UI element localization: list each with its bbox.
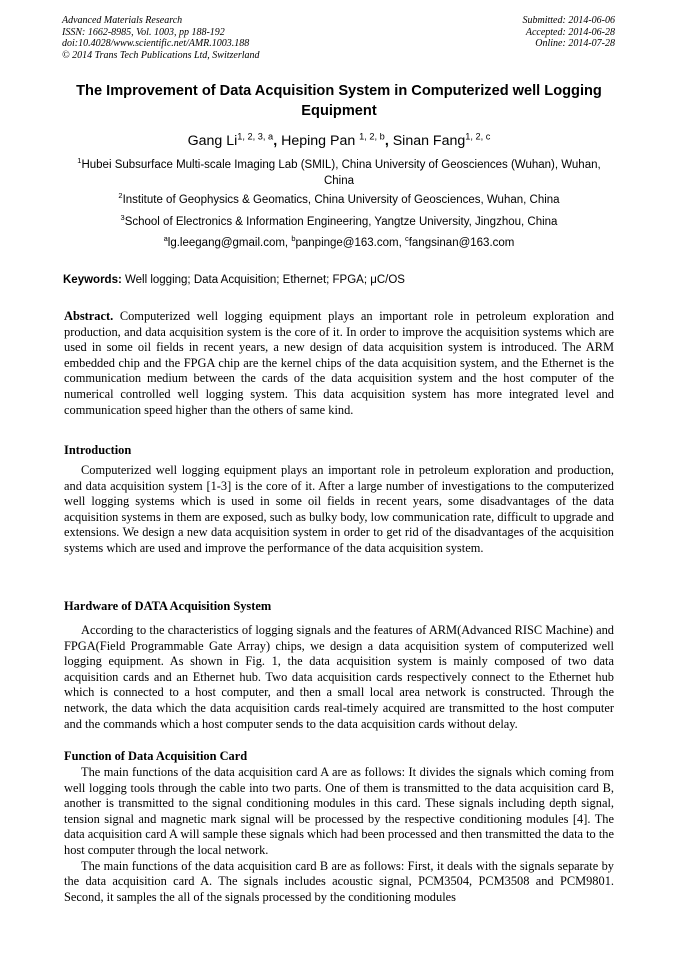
author-affiliation-marker: 1, 2, b <box>359 131 385 142</box>
journal-issn: ISSN: 1662-8985, Vol. 1003, pp 188-192 <box>62 26 225 38</box>
affiliation-text: Hubei Subsurface Multi-scale Imaging Lab (SMIL), China University of Geosciences (Wuhan), Wuhan, China <box>81 159 601 187</box>
keywords <box>63 273 618 288</box>
introduction-body <box>64 463 614 557</box>
abstract <box>64 309 614 418</box>
paragraph: Computerized well logging equipment plays an important role in petroleum exploration and production, and data acquisition system [1-3] is the core of it. After a large number of investigations to the computerized well logging systems which is used in some oil fields in recent years, some disadvantages of the data acquisition systems in them are exposed, such as bulky body, low communication rate, difficult to upgrade and extensions. We design a new data acquisition system in order to get rid of the disadvantages of the acquisition systems which are used and improve the performance of the data acquisition system. <box>64 463 614 555</box>
date-accepted: Accepted: 2014-06-28 <box>525 26 615 38</box>
function-body <box>64 765 614 905</box>
paragraph: The main functions of the data acquisition card B are as follows: First, it deals with the signals separate by the data acquisition card A. The signals includes acoustic signal, PCM3504, PCM3508 and PCM9801. Second, it samples the all of the signals processed by the conditioning modules <box>64 858 614 904</box>
author-affiliation-marker: 1, 2, 3, a <box>237 131 274 142</box>
paragraph: The main functions of the data acquisition card A are as follows: It divides the signals which coming from well logging tools through the cable into two parts. One of them is transmitted to the data acquisition card B, another is transmitted to the signal conditioning modules in this card. These signals including depth signal, tension signal and magnetic mark signal will be processed by the respective conditioning modules [4]. The data acquisition card A will sample these signals which had been processed and then transmitted the data to the host computer through the local network. <box>64 765 614 857</box>
affiliation-text: Institute of Geophysics & Geomatics, China University of Geosciences, Wuhan, China <box>122 194 560 206</box>
journal-copyright: © 2014 Trans Tech Publications Ltd, Switzerland <box>62 49 260 61</box>
journal-header <box>62 15 260 61</box>
affiliation-number: 1 <box>77 156 82 166</box>
email-address[interactable]: panpinge@163.com, <box>295 237 405 249</box>
affiliation <box>62 193 616 209</box>
email-marker: c <box>404 234 409 244</box>
author-emails <box>62 236 616 252</box>
affiliation <box>62 158 616 189</box>
email-address[interactable]: fangsinan@163.com <box>408 237 515 249</box>
author-separator: , <box>384 133 393 149</box>
section-heading-hardware: Hardware of DATA Acquisition System <box>64 599 272 613</box>
affiliation <box>62 215 616 231</box>
affiliation-text: School of Electronics & Information Engineering, Yangtze University, Jingzhou, China <box>124 216 558 228</box>
author-name: Gang Li <box>187 133 238 149</box>
author-name: Heping Pan <box>281 133 360 149</box>
abstract-label: Abstract. <box>64 309 114 323</box>
date-online: Online: 2014-07-28 <box>535 38 615 50</box>
abstract-text: Computerized well logging equipment plays an important role in petroleum exploration and production, and data acquisition system is the core of it. In order to improve the acquisition systems which are used in some oil fields in recent years, a new design of data acquisition system is introduced. The ARM embedded chip and the FPGA chip are the kernel chips of the data acquisition system, and the Ethernet is the communication medium between the cards of the data acquisition system and the host computer of the numerical controlled well logging system. This data acquisition system has more integrated level and communication speed higher than the others of same kind. <box>64 309 614 417</box>
publication-dates <box>523 15 616 50</box>
email-marker: a <box>163 234 168 244</box>
keywords-label: Keywords: <box>63 274 122 286</box>
author-affiliation-marker: 1, 2, c <box>465 131 491 142</box>
journal-doi: doi:10.4028/www.scientific.net/AMR.1003.188 <box>62 38 250 50</box>
date-submitted: Submitted: 2014-06-06 <box>522 15 615 26</box>
keywords-text: Well logging; Data Acquisition; Ethernet; FPGA; μC/OS <box>121 274 405 286</box>
affiliation-number: 2 <box>118 191 123 201</box>
author-list <box>62 131 616 151</box>
paragraph: According to the characteristics of logging signals and the features of ARM(Advanced RISC Machine) and FPGA(Field Programmable Gate Array) chips, we design a data acquisition system of computerized well logging equipment. As shown in Fig. 1, the data acquisition system is mainly composed of two data acquisition cards and an Ethernet hub. Two data acquisition cards respectively connect to the Ethernet hub which is connected to a host computer, and then a small local area network is constructed. Through the network, the data which the data acquisition cards real-timely acquired are transmitted to the host computer and the commands which a host computer sends to the data acquisition cards without delay. <box>64 623 614 731</box>
affiliation-number: 3 <box>120 213 125 223</box>
hardware-body <box>64 623 614 732</box>
journal-name: Advanced Materials Research <box>62 15 183 26</box>
email-marker: b <box>291 234 296 244</box>
paper-title: The Improvement of Data Acquisition System in Computerized well Logging Equipment <box>76 83 602 119</box>
email-address[interactable]: lg.leegang@gmail.com, <box>167 237 292 249</box>
author-name: Sinan Fang <box>392 133 466 149</box>
section-heading-introduction: Introduction <box>64 443 132 457</box>
section-heading-function: Function of Data Acquisition Card <box>64 749 248 763</box>
author-separator: , <box>273 133 282 149</box>
